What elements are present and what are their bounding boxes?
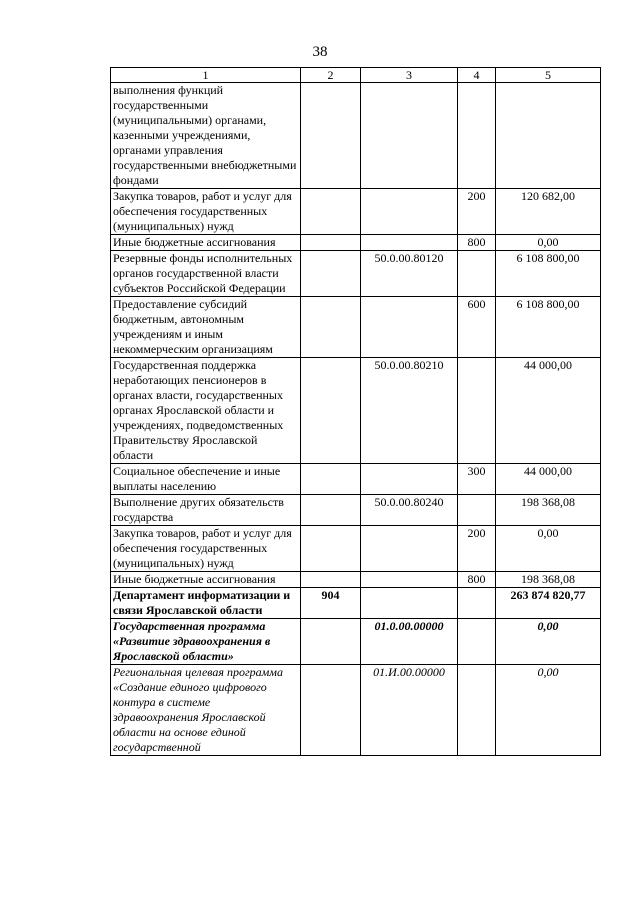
row-target-article-cell: 01.И.00.00000 [361, 665, 458, 756]
table-row [111, 358, 601, 464]
row-amount-cell [496, 83, 601, 189]
table-row [111, 665, 601, 756]
row-name-cell: выполнения функций государственными (муниципальными) органами, казенными учреждениями, органами управления государственными внебюджетными фондами [111, 83, 301, 189]
row-target-article-cell [361, 572, 458, 588]
page-number: 38 [312, 44, 328, 60]
row-dept-code-cell: 904 [301, 588, 361, 619]
row-target-article-cell: 50.0.00.80120 [361, 251, 458, 297]
row-name-cell: Закупка товаров, работ и услуг для обеспечения государственных (муниципальных) нужд [111, 526, 301, 572]
table-row [111, 588, 601, 619]
row-amount-cell: 0,00 [496, 526, 601, 572]
table-row [111, 297, 601, 358]
row-expense-type-cell: 200 [458, 526, 496, 572]
budget-table [110, 67, 601, 756]
row-target-article-cell [361, 83, 458, 189]
row-dept-code-cell [301, 358, 361, 464]
table-row [111, 83, 601, 189]
row-target-article-cell [361, 297, 458, 358]
row-expense-type-cell: 300 [458, 464, 496, 495]
table-row [111, 526, 601, 572]
row-expense-type-cell: 800 [458, 235, 496, 251]
row-name-cell: Департамент информатизации и связи Ярославской области [111, 588, 301, 619]
row-dept-code-cell [301, 83, 361, 189]
row-amount-cell: 198 368,08 [496, 495, 601, 526]
row-expense-type-cell [458, 83, 496, 189]
row-dept-code-cell [301, 251, 361, 297]
row-amount-cell: 263 874 820,77 [496, 588, 601, 619]
table-row [111, 464, 601, 495]
row-amount-cell: 44 000,00 [496, 358, 601, 464]
table-row [111, 189, 601, 235]
row-name-cell: Иные бюджетные ассигнования [111, 572, 301, 588]
row-target-article-cell [361, 526, 458, 572]
row-name-cell: Закупка товаров, работ и услуг для обеспечения государственных (муниципальных) нужд [111, 189, 301, 235]
row-expense-type-cell: 600 [458, 297, 496, 358]
row-dept-code-cell [301, 189, 361, 235]
row-dept-code-cell [301, 572, 361, 588]
row-target-article-cell [361, 189, 458, 235]
row-amount-cell: 0,00 [496, 665, 601, 756]
table-row [111, 619, 601, 665]
row-dept-code-cell [301, 235, 361, 251]
row-name-cell: Социальное обеспечение и иные выплаты населению [111, 464, 301, 495]
row-name-cell: Государственная поддержка неработающих пенсионеров в органах власти, государственных органах Ярославской области и учреждениях, подведомственных Правительству Ярославской области [111, 358, 301, 464]
row-target-article-cell [361, 464, 458, 495]
column-header: 1 [111, 68, 301, 83]
row-name-cell: Предоставление субсидий бюджетным, автономным учреждениям и иным некоммерческим организациям [111, 297, 301, 358]
row-amount-cell: 6 108 800,00 [496, 297, 601, 358]
column-header: 2 [301, 68, 361, 83]
row-target-article-cell [361, 588, 458, 619]
table-row [111, 235, 601, 251]
row-expense-type-cell [458, 251, 496, 297]
row-expense-type-cell [458, 588, 496, 619]
row-target-article-cell: 50.0.00.80210 [361, 358, 458, 464]
row-target-article-cell: 01.0.00.00000 [361, 619, 458, 665]
table-row [111, 251, 601, 297]
row-amount-cell: 198 368,08 [496, 572, 601, 588]
row-name-cell: Региональная целевая программа «Создание единого цифрового контура в системе здравоохранения Ярославской области на основе единой государственной [111, 665, 301, 756]
row-dept-code-cell [301, 464, 361, 495]
row-amount-cell: 0,00 [496, 235, 601, 251]
row-name-cell: Выполнение других обязательств государства [111, 495, 301, 526]
row-amount-cell: 6 108 800,00 [496, 251, 601, 297]
table-row [111, 495, 601, 526]
column-header: 4 [458, 68, 496, 83]
row-target-article-cell [361, 235, 458, 251]
row-dept-code-cell [301, 297, 361, 358]
table-header-row [111, 68, 601, 83]
row-expense-type-cell [458, 619, 496, 665]
row-amount-cell: 120 682,00 [496, 189, 601, 235]
row-expense-type-cell: 800 [458, 572, 496, 588]
table-row [111, 572, 601, 588]
row-expense-type-cell [458, 358, 496, 464]
row-dept-code-cell [301, 526, 361, 572]
column-header: 5 [496, 68, 601, 83]
row-amount-cell: 0,00 [496, 619, 601, 665]
row-expense-type-cell [458, 495, 496, 526]
row-name-cell: Иные бюджетные ассигнования [111, 235, 301, 251]
row-dept-code-cell [301, 665, 361, 756]
column-header: 3 [361, 68, 458, 83]
row-name-cell: Резервные фонды исполнительных органов государственной власти субъектов Российской Федерации [111, 251, 301, 297]
row-dept-code-cell [301, 495, 361, 526]
row-target-article-cell: 50.0.00.80240 [361, 495, 458, 526]
row-name-cell: Государственная программа «Развитие здравоохранения в Ярославской области» [111, 619, 301, 665]
row-dept-code-cell [301, 619, 361, 665]
row-expense-type-cell [458, 665, 496, 756]
row-amount-cell: 44 000,00 [496, 464, 601, 495]
row-expense-type-cell: 200 [458, 189, 496, 235]
